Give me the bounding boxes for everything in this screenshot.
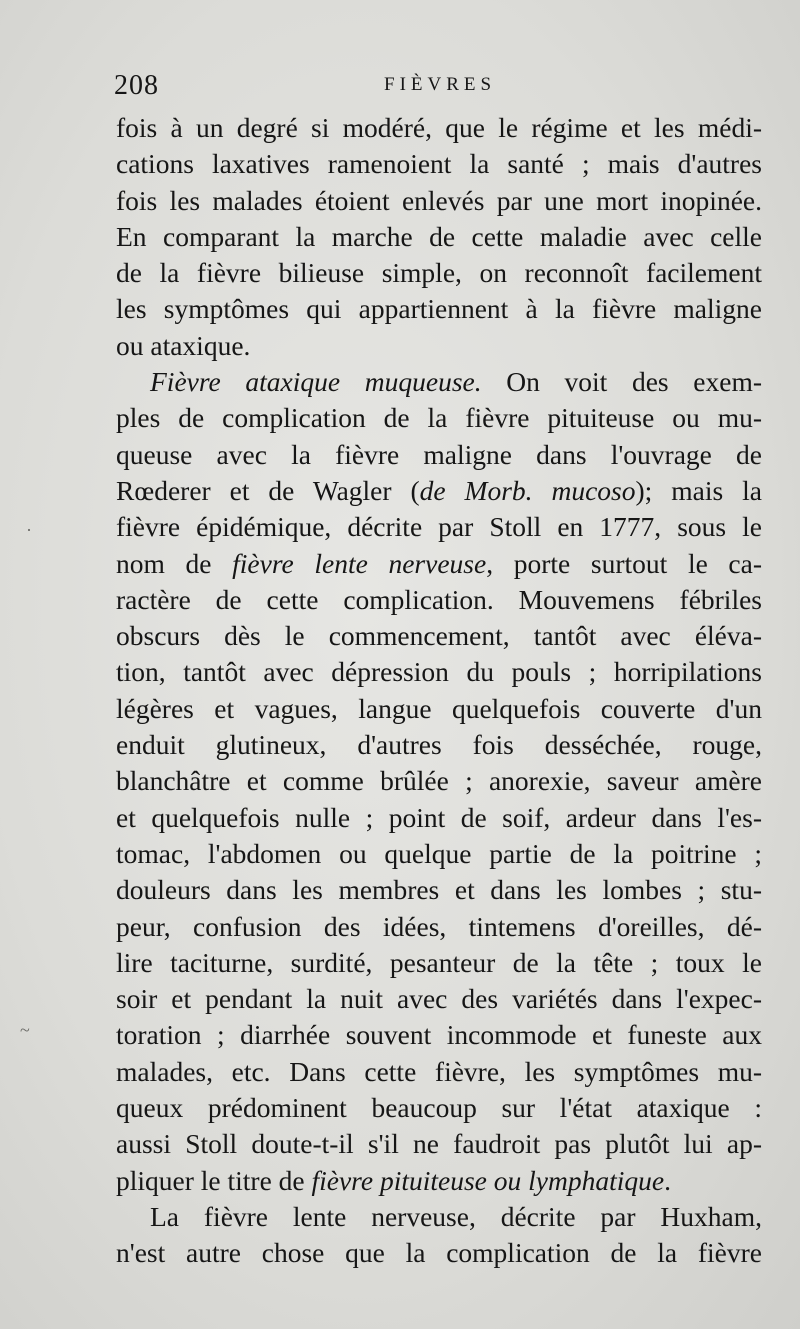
text-line: ou ataxique. [116, 329, 251, 361]
italic-citation: de Morb. mucoso [419, 474, 636, 506]
page-header [114, 70, 754, 102]
text-line: queuse avec la fièvre maligne dans l'ouvrage de [116, 438, 762, 470]
text-line: nom de fièvre lente nerveuse, porte surtout le ca- [116, 547, 763, 579]
text-line: tomac, l'abdomen ou quelque partie de la poitrine ; [116, 837, 762, 869]
text-line: pliquer le titre de fièvre pituiteuse ou lymphatique. [116, 1164, 671, 1196]
text-line: obscurs dès le commencement, tantôt avec éléva- [116, 620, 762, 652]
section-heading: Fièvre ataxique muqueuse. [150, 366, 482, 398]
text-line: cations laxatives ramenoient la santé ; mais d'autres [116, 148, 762, 180]
text-line: blanchâtre et comme brûlée ; anorexie, saveur amère [116, 765, 762, 797]
italic-term: fièvre pituiteuse ou lymphatique [311, 1164, 665, 1196]
text-line: ractère de cette complication. Mouvemens fébriles [116, 583, 762, 615]
text-line: Fièvre ataxique muqueuse. On voit des exem- [150, 366, 763, 398]
text-line: La fièvre lente nerveuse, décrite par Huxham, [150, 1200, 762, 1232]
text-line: soir et pendant la nuit avec des variétés dans l'expec- [116, 983, 762, 1015]
text-line: tion, tantôt avec dépression du pouls ; horripilations [116, 656, 762, 688]
text-line: douleurs dans les membres et dans les lombes ; stu- [116, 874, 762, 906]
text-line: et quelquefois nulle ; point de soif, ardeur dans l'es- [116, 801, 762, 833]
body-text [116, 110, 762, 1272]
text-line: enduit glutineux, d'autres fois desséchée, rouge, [116, 729, 762, 761]
text-line: fois les malades étoient enlevés par une mort inopinée. [116, 184, 762, 216]
text-line: aussi Stoll doute-t-il s'il ne faudroit pas plutôt lui ap- [116, 1128, 762, 1160]
text-line: n'est autre chose que la complication de la fièvre [116, 1237, 762, 1269]
text-line: Rœderer et de Wagler (de Morb. mucoso); mais la [116, 474, 762, 506]
text-line: toration ; diarrhée souvent incommode et funeste aux [116, 1019, 762, 1051]
page-number: 208 [114, 70, 159, 101]
margin-mark: ~ [20, 1020, 30, 1040]
text-line: de la fièvre bilieuse simple, on reconnoît facilement [116, 257, 762, 289]
text-line: légères et vagues, langue quelquefois couverte d'un [116, 692, 762, 724]
running-head: FIÈVRES [384, 74, 497, 95]
text-line: fièvre épidémique, décrite par Stoll en 1777, sous le [116, 511, 762, 543]
text-line: ples de complication de la fièvre pituiteuse ou mu- [116, 402, 762, 434]
text-line: fois à un degré si modéré, que le régime et les médi- [116, 112, 762, 143]
text-line: lire taciturne, surdité, pesanteur de la tête ; toux le [116, 946, 762, 978]
margin-mark: · [26, 520, 32, 540]
text-line: queux prédominent beaucoup sur l'état ataxique : [116, 1092, 762, 1124]
text-line: les symptômes qui appartiennent à la fièvre maligne [116, 293, 762, 325]
text-line: En comparant la marche de cette maladie avec celle [116, 220, 762, 252]
text-line: malades, etc. Dans cette fièvre, les symptômes mu- [116, 1055, 762, 1087]
italic-term: fièvre lente nerveuse [232, 547, 487, 579]
text-line: peur, confusion des idées, tintemens d'oreilles, dé- [116, 910, 762, 942]
